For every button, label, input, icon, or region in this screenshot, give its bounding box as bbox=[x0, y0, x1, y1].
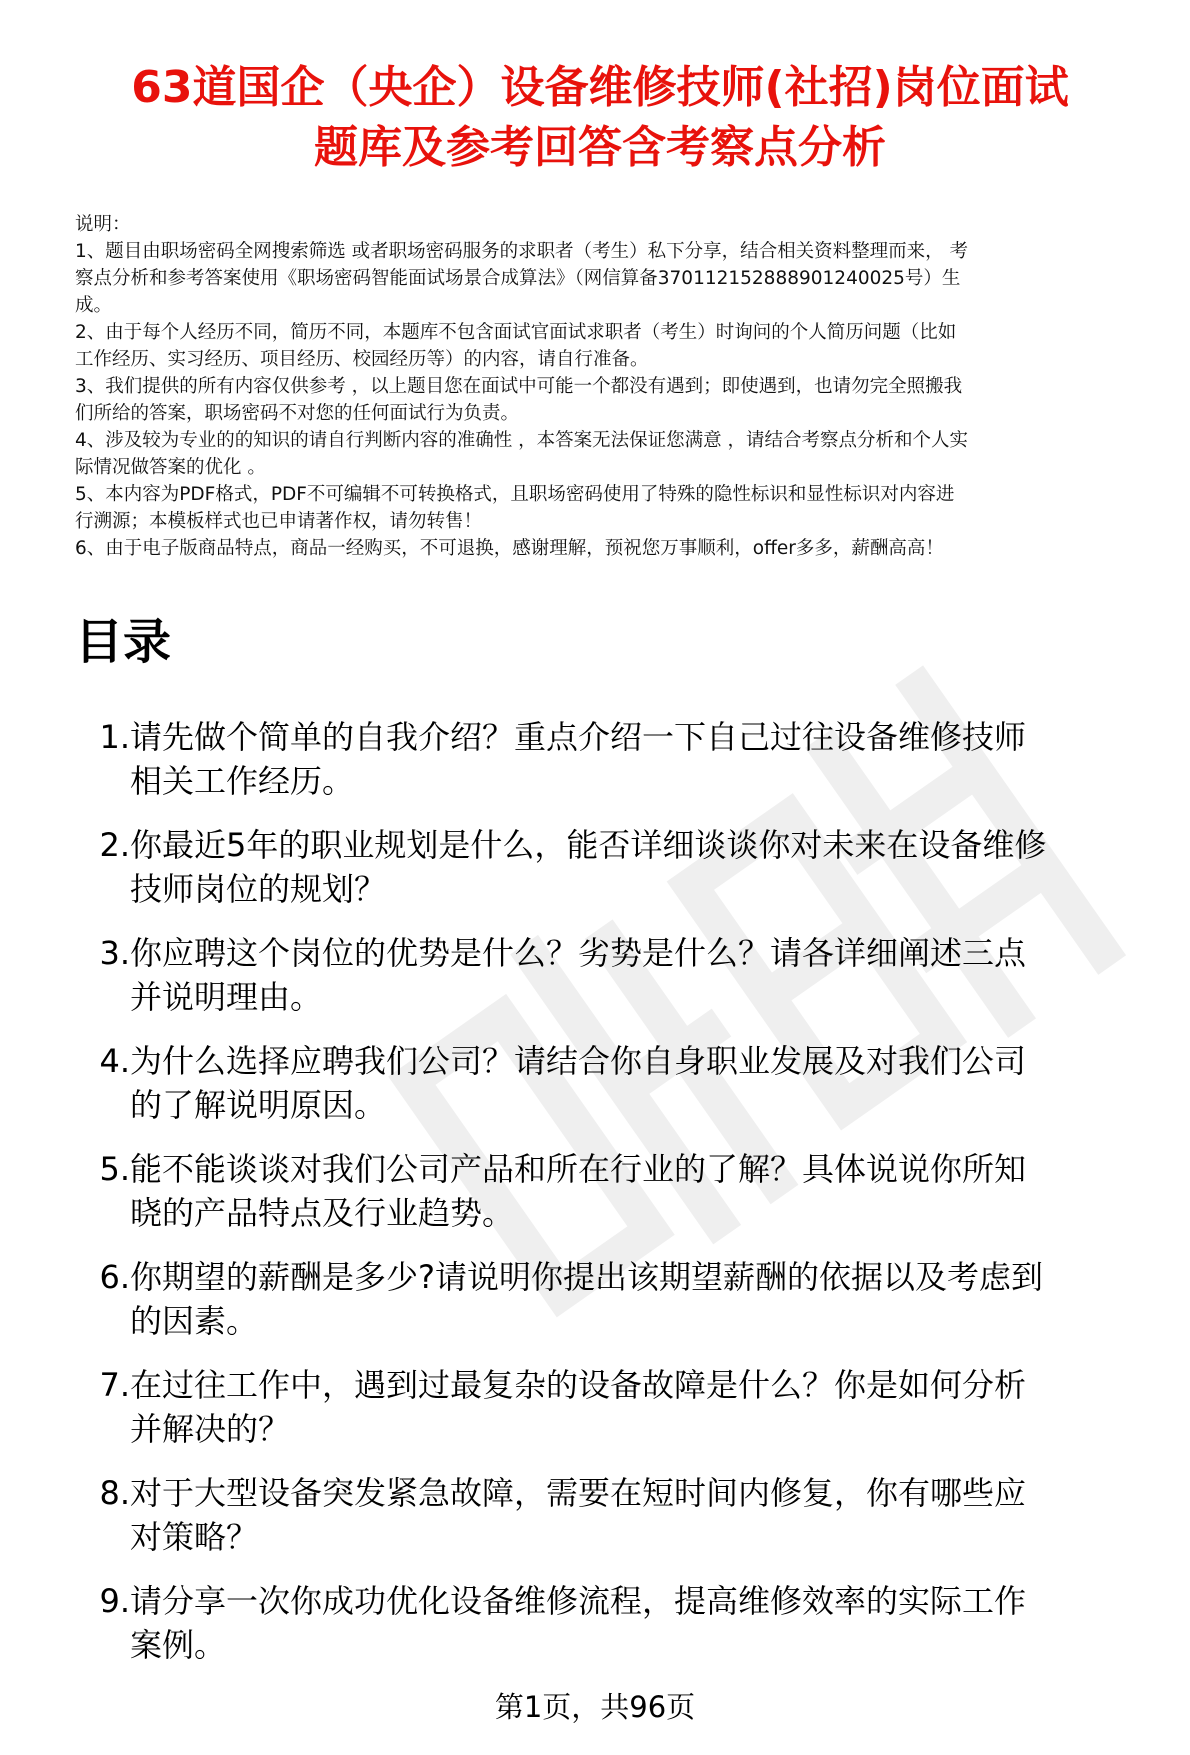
toc-item-number: 5. bbox=[99, 1150, 130, 1188]
toc-list bbox=[75, 715, 1170, 1687]
toc-item[interactable] bbox=[75, 823, 1170, 931]
note-3-line-1: 3、我们提供的所有内容仅供参考 ，以上题目您在面试中可能一个都没有遇到；即使遇到，也请勿完全照搬我 bbox=[75, 376, 963, 397]
toc-item-text-line: 并说明理由。 bbox=[130, 978, 323, 1016]
note-5-line-1: 5、本内容为PDF格式，PDF不可编辑不可转换格式，且职场密码使用了特殊的隐性标识和显性标识对内容进 bbox=[75, 484, 955, 505]
note-4-line-2: 际情况做答案的优化 。 bbox=[75, 457, 266, 478]
note-1-line-1: 1、题目由职场密码全网搜索筛选 或者职场密码服务的求职者（考生）私下分享，结合相关资料整理而来， 考 bbox=[75, 241, 969, 262]
toc-item-number: 4. bbox=[99, 1042, 130, 1080]
note-3-line-2: 们所给的答案，职场密码不对您的任何面试行为负责。 bbox=[75, 403, 520, 424]
toc-item[interactable] bbox=[75, 715, 1170, 823]
toc-item-text-line: 你最近5年的职业规划是什么，能否详细谈谈你对未来在设备维修 bbox=[130, 826, 1047, 864]
toc-item-number: 3. bbox=[99, 934, 130, 972]
toc-item-text bbox=[130, 1255, 1170, 1363]
note-2-line-2: 工作经历、实习经历、项目经历、校园经历等）的内容，请自行准备。 bbox=[75, 349, 649, 370]
notes-header: 说明： bbox=[75, 214, 131, 235]
toc-item-text bbox=[130, 1471, 1170, 1579]
toc-item-text-line: 能不能谈谈对我们公司产品和所在行业的了解？具体说说你所知 bbox=[130, 1150, 1027, 1188]
toc-item-text-line: 的因素。 bbox=[130, 1302, 259, 1340]
note-6-line-1: 6、由于电子版商品特点，商品一经购买，不可退换，感谢理解，预祝您万事顺利，offer多多，薪酬高高！ bbox=[75, 538, 944, 559]
toc-item-text bbox=[130, 823, 1170, 931]
toc-item-text-line: 案例。 bbox=[130, 1626, 227, 1664]
toc-item-text bbox=[130, 1039, 1170, 1147]
toc-item[interactable] bbox=[75, 1255, 1170, 1363]
toc-item-text-line: 请先做个简单的自我介绍？重点介绍一下自己过往设备维修技师 bbox=[130, 718, 1027, 756]
toc-item[interactable] bbox=[75, 1147, 1170, 1255]
toc-item-number: 9. bbox=[99, 1582, 130, 1620]
page-number: 第1页，共96页 bbox=[494, 1690, 696, 1724]
toc-item-text-line: 的了解说明原因。 bbox=[130, 1086, 387, 1124]
toc-item-number: 8. bbox=[99, 1474, 130, 1512]
toc-item-text-line: 为什么选择应聘我们公司？请结合你自身职业发展及对我们公司 bbox=[130, 1042, 1027, 1080]
toc-item-text-line: 并解决的？ bbox=[130, 1410, 291, 1448]
note-1-line-3: 成。 bbox=[75, 295, 113, 316]
note-2-line-1: 2、由于每个人经历不同，简历不同，本题库不包含面试官面试求职者（考生）时询问的个人简历问题（比如 bbox=[75, 322, 957, 343]
notes-section bbox=[75, 211, 1165, 562]
toc-item-text bbox=[130, 715, 1170, 823]
toc-heading: 目录 bbox=[75, 614, 172, 670]
toc-item-number: 2. bbox=[99, 826, 130, 864]
toc-item-text-line: 技师岗位的规划？ bbox=[130, 870, 387, 908]
note-5-line-2: 行溯源；本模板样式也已申请著作权，请勿转售！ bbox=[75, 511, 483, 532]
note-4-line-1: 4、涉及较为专业的的知识的请自行判断内容的准确性 ，本答案无法保证您满意 ，请结合考察点分析和个人实 bbox=[75, 430, 969, 451]
toc-item-text bbox=[130, 1363, 1170, 1471]
toc-item[interactable] bbox=[75, 931, 1170, 1039]
toc-item-text-line: 在过往工作中，遇到过最复杂的设备故障是什么？你是如何分析 bbox=[130, 1366, 1027, 1404]
toc-item-text bbox=[130, 1579, 1170, 1687]
toc-item-text-line: 请分享一次你成功优化设备维修流程，提高维修效率的实际工作 bbox=[130, 1582, 1027, 1620]
document-title bbox=[70, 58, 1130, 178]
title-line-1: 63道国企（央企）设备维修技师(社招)岗位面试 bbox=[131, 62, 1069, 113]
toc-item-text-line: 对于大型设备突发紧急故障，需要在短时间内修复，你有哪些应 bbox=[130, 1474, 1027, 1512]
toc-item-text bbox=[130, 1147, 1170, 1255]
toc-item[interactable] bbox=[75, 1471, 1170, 1579]
title-line-2: 题库及参考回答含考察点分析 bbox=[314, 122, 886, 173]
toc-item-text-line: 你期望的薪酬是多少?请说明你提出该期望薪酬的依据以及考虑到 bbox=[130, 1258, 1043, 1296]
toc-item-number: 7. bbox=[99, 1366, 130, 1404]
toc-item-text-line: 对策略？ bbox=[130, 1518, 259, 1556]
note-1-line-2: 察点分析和参考答案使用《职场密码智能面试场景合成算法》（网信算备370112152888901240025号）生 bbox=[75, 268, 961, 289]
toc-item-text-line: 相关工作经历。 bbox=[130, 762, 355, 800]
toc-item[interactable] bbox=[75, 1363, 1170, 1471]
toc-item[interactable] bbox=[75, 1579, 1170, 1687]
toc-item-number: 1. bbox=[99, 718, 130, 756]
toc-item[interactable] bbox=[75, 1039, 1170, 1147]
toc-item-text bbox=[130, 931, 1170, 1039]
toc-item-text-line: 晓的产品特点及行业趋势。 bbox=[130, 1194, 515, 1232]
toc-item-number: 6. bbox=[99, 1258, 130, 1296]
toc-item-text-line: 你应聘这个岗位的优势是什么？劣势是什么？请各详细阐述三点 bbox=[130, 934, 1027, 972]
